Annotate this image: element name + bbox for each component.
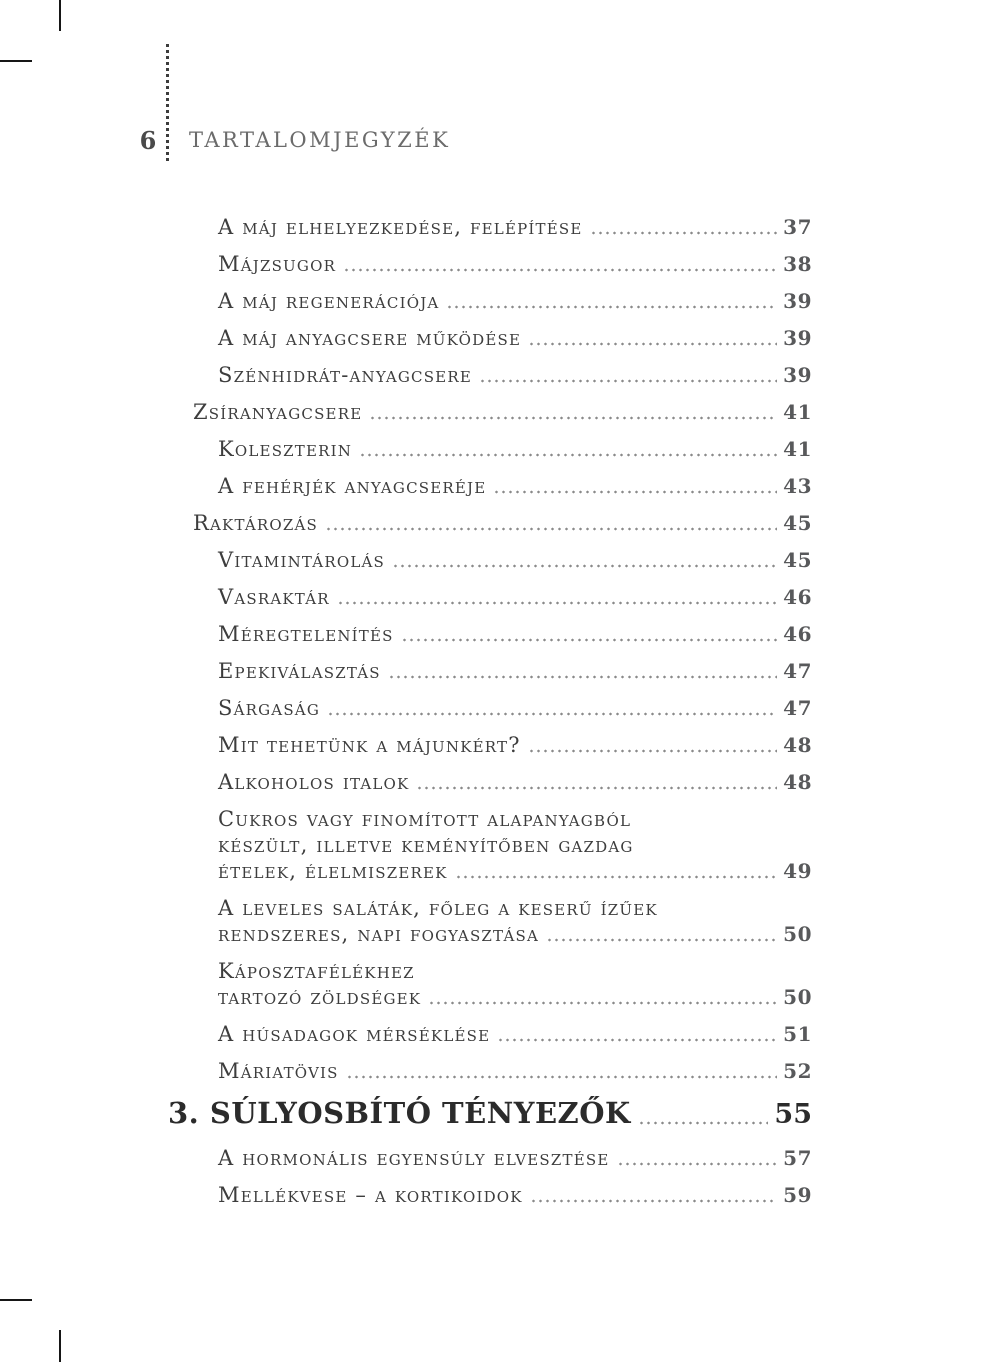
toc-entry [168,769,812,795]
toc-leader-dots [392,564,777,568]
header-title: TARTALOMJEGYZÉK [189,128,451,152]
toc-entry-label: Szénhidrát-anyagcsere [218,363,472,387]
toc-page-number: 48 [783,733,812,757]
toc-entry [168,547,812,573]
toc-entry [168,806,812,884]
toc-entry [168,436,812,462]
toc-entry-line [218,984,812,1010]
toc-page-number: 52 [783,1059,812,1083]
toc-entry-line [218,436,812,462]
toc-entry-label: Koleszterin [218,437,353,461]
toc-entry-label: Mellékvese – a kortikoidok [218,1183,523,1207]
toc-leader-dots [617,1162,778,1166]
toc-entry-label: Vasraktár [218,585,330,609]
toc-leader-dots [327,712,777,716]
toc-entry-line [218,658,812,684]
toc-entry-label: Májzsugor [218,252,337,276]
toc-entry [168,251,812,277]
toc-entry-label: A máj regenerációja [218,289,440,313]
toc-entry [168,1145,812,1171]
toc-entry [168,1182,812,1208]
toc-leader-dots [416,786,777,790]
toc-entry-label: A húsadagok mérséklése [218,1022,491,1046]
toc-entry [168,362,812,388]
toc-page-number: 50 [783,922,812,946]
toc-entry [168,1021,812,1047]
toc-entry [168,658,812,684]
crop-mark-bottom-left-vertical [59,1330,61,1362]
toc-entry-line [218,473,812,499]
toc-leader-dots [369,416,777,420]
toc-entry-line [218,547,812,573]
toc-leader-dots [388,675,777,679]
toc-entry-line [218,288,812,314]
toc-page-number: 43 [783,474,812,498]
toc-entry [168,214,812,240]
toc-page-number: 51 [783,1022,812,1046]
toc-leader-dots [530,1199,777,1203]
toc-entry [168,584,812,610]
toc-page-number: 49 [783,859,812,883]
toc-page-number: 50 [783,985,812,1009]
page-number: 6 [139,126,157,155]
toc-entry-line [218,362,812,388]
toc-entry-label: Máriatövis [218,1059,339,1083]
toc-leader-dots [359,453,777,457]
toc-entry-label: A máj anyagcsere működése [218,326,522,350]
toc-entry-line: Káposztafélékhez [218,959,415,983]
toc-entry-label: Sárgaság [218,696,321,720]
toc-leader-dots [493,490,777,494]
toc-page-number: 45 [783,548,812,572]
toc-entry [168,695,812,721]
toc-leader-dots [546,938,777,942]
toc-entry-line [218,695,812,721]
toc-entry-line [218,732,812,758]
toc-chapter-entry [168,1095,812,1133]
toc-entry-line [168,1095,812,1133]
toc-entry-line: A leveles saláták, főleg a keserű ízűek [218,896,658,920]
toc-entry-line: készült, illetve keményítőben gazdag [218,833,634,857]
toc-entry-line [218,621,812,647]
toc-entry-label: Méregtelenítés [218,622,394,646]
toc-entry-label: ételek, élelmiszerek [218,859,448,883]
toc-page-number: 41 [783,400,812,424]
toc-entry-label: Mit tehetünk a májunkért? [218,733,521,757]
toc-entry [168,1058,812,1084]
toc-entry [168,510,812,536]
toc-entry-line [218,1021,812,1047]
toc-leader-dots [337,601,777,605]
toc-entry-label: Epekiválasztás [218,659,381,683]
toc-list [168,214,812,1219]
crop-mark-top-left-horizontal [0,60,32,62]
toc-leader-dots [446,305,777,309]
crop-mark-bottom-left-horizontal [0,1299,32,1301]
toc-entry-line [193,399,812,425]
toc-entry-line [218,1058,812,1084]
toc-entry-label: 3. SÚLYOSBÍTÓ TÉNYEZŐK [168,1096,631,1130]
toc-page-number: 45 [783,511,812,535]
toc-entry-line [193,510,812,536]
toc-entry-line [218,1145,812,1171]
toc-leader-dots [497,1038,777,1042]
toc-page-number: 37 [783,215,812,239]
toc-entry-line: Cukros vagy finomított alapanyagból [218,807,632,831]
toc-entry-label: A fehérjék anyagcseréje [218,474,487,498]
toc-page-number: 47 [783,659,812,683]
toc-leader-dots [479,379,777,383]
toc-page-number: 47 [783,696,812,720]
toc-entry-label: Raktározás [193,511,318,535]
toc-page-number: 39 [783,326,812,350]
toc-leader-dots [590,231,778,235]
toc-entry-label: Zsíranyagcsere [193,400,363,424]
toc-entry-label: rendszeres, napi fogyasztása [218,922,539,946]
toc-entry-line [218,769,812,795]
toc-entry-line [218,584,812,610]
toc-entry-line [218,325,812,351]
toc-entry-line [218,214,812,240]
toc-leader-dots [455,875,778,879]
toc-leader-dots [325,527,777,531]
toc-page-number: 39 [783,363,812,387]
toc-entry-line [218,251,812,277]
toc-page-number: 55 [774,1099,812,1130]
toc-entry-label: tartozó zöldségek [218,985,422,1009]
toc-entry-line [218,858,812,884]
toc-page-number: 59 [783,1183,812,1207]
toc-leader-dots [346,1075,778,1079]
toc-entry-line [218,921,812,947]
toc-page-number: 46 [783,585,812,609]
toc-leader-dots [401,638,778,642]
toc-entry [168,895,812,947]
toc-leader-dots [428,1001,777,1005]
toc-entry [168,732,812,758]
toc-leader-dots [343,268,777,272]
toc-entry-label: Vitamintárolás [218,548,385,572]
crop-mark-top-left-vertical [59,0,61,31]
toc-entry [168,288,812,314]
toc-entry-label: Alkoholos italok [218,770,410,794]
toc-page-number: 46 [783,622,812,646]
toc-entry [168,473,812,499]
toc-leader-dots [528,749,777,753]
toc-page-number: 39 [783,289,812,313]
toc-page-number: 38 [783,252,812,276]
header-dotted-rule [166,44,169,162]
toc-leader-dots [528,342,777,346]
toc-page-number: 57 [783,1146,812,1170]
toc-entry [168,958,812,1010]
toc-page-number: 41 [783,437,812,461]
toc-entry [168,325,812,351]
toc-entry-label: A hormonális egyensúly elvesztése [218,1146,610,1170]
toc-leader-dots [638,1121,769,1125]
toc-page-number: 48 [783,770,812,794]
toc-entry-label: A máj elhelyezkedése, felépítése [218,215,583,239]
toc-entry-line [218,1182,812,1208]
toc-entry [168,399,812,425]
toc-entry [168,621,812,647]
